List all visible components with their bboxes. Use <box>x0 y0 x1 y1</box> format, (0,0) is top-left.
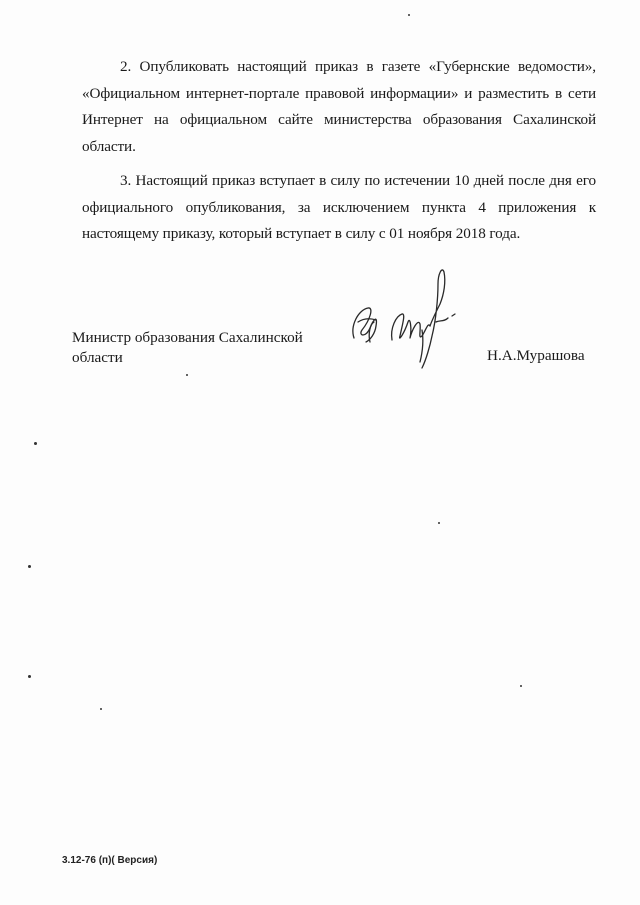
signer-title-line2: области <box>72 349 123 366</box>
handwritten-signature <box>340 264 480 374</box>
footer-code: 3.12-76 (п)( Версия) <box>62 855 158 866</box>
scan-speck <box>520 685 522 687</box>
scan-speck <box>100 708 102 710</box>
scan-speck <box>34 442 37 445</box>
signer-title <box>72 328 312 368</box>
paragraph-2: 2. Опубликовать настоящий приказ в газете «Губернские ведомости», «Официальном интернет-портале правовой информации» и разместить в сети Интернет на официальном сайте министерства образования Сахалинской области. <box>82 58 596 155</box>
document-body <box>82 54 596 256</box>
scan-speck <box>28 675 31 678</box>
scan-speck <box>28 565 31 568</box>
paragraph-3: 3. Настоящий приказ вступает в силу по истечении 10 дней после дня его официального опубликования, за исключением пункта 4 приложения к настоящему приказу, который вступает в силу с 01 ноября 2018 года. <box>82 172 596 242</box>
scan-speck <box>408 14 410 16</box>
signer-title-line1: Министр образования Сахалинской <box>72 329 303 346</box>
scan-speck <box>186 374 188 376</box>
scan-speck <box>438 522 440 524</box>
signer-name: Н.А.Мурашова <box>487 347 585 364</box>
